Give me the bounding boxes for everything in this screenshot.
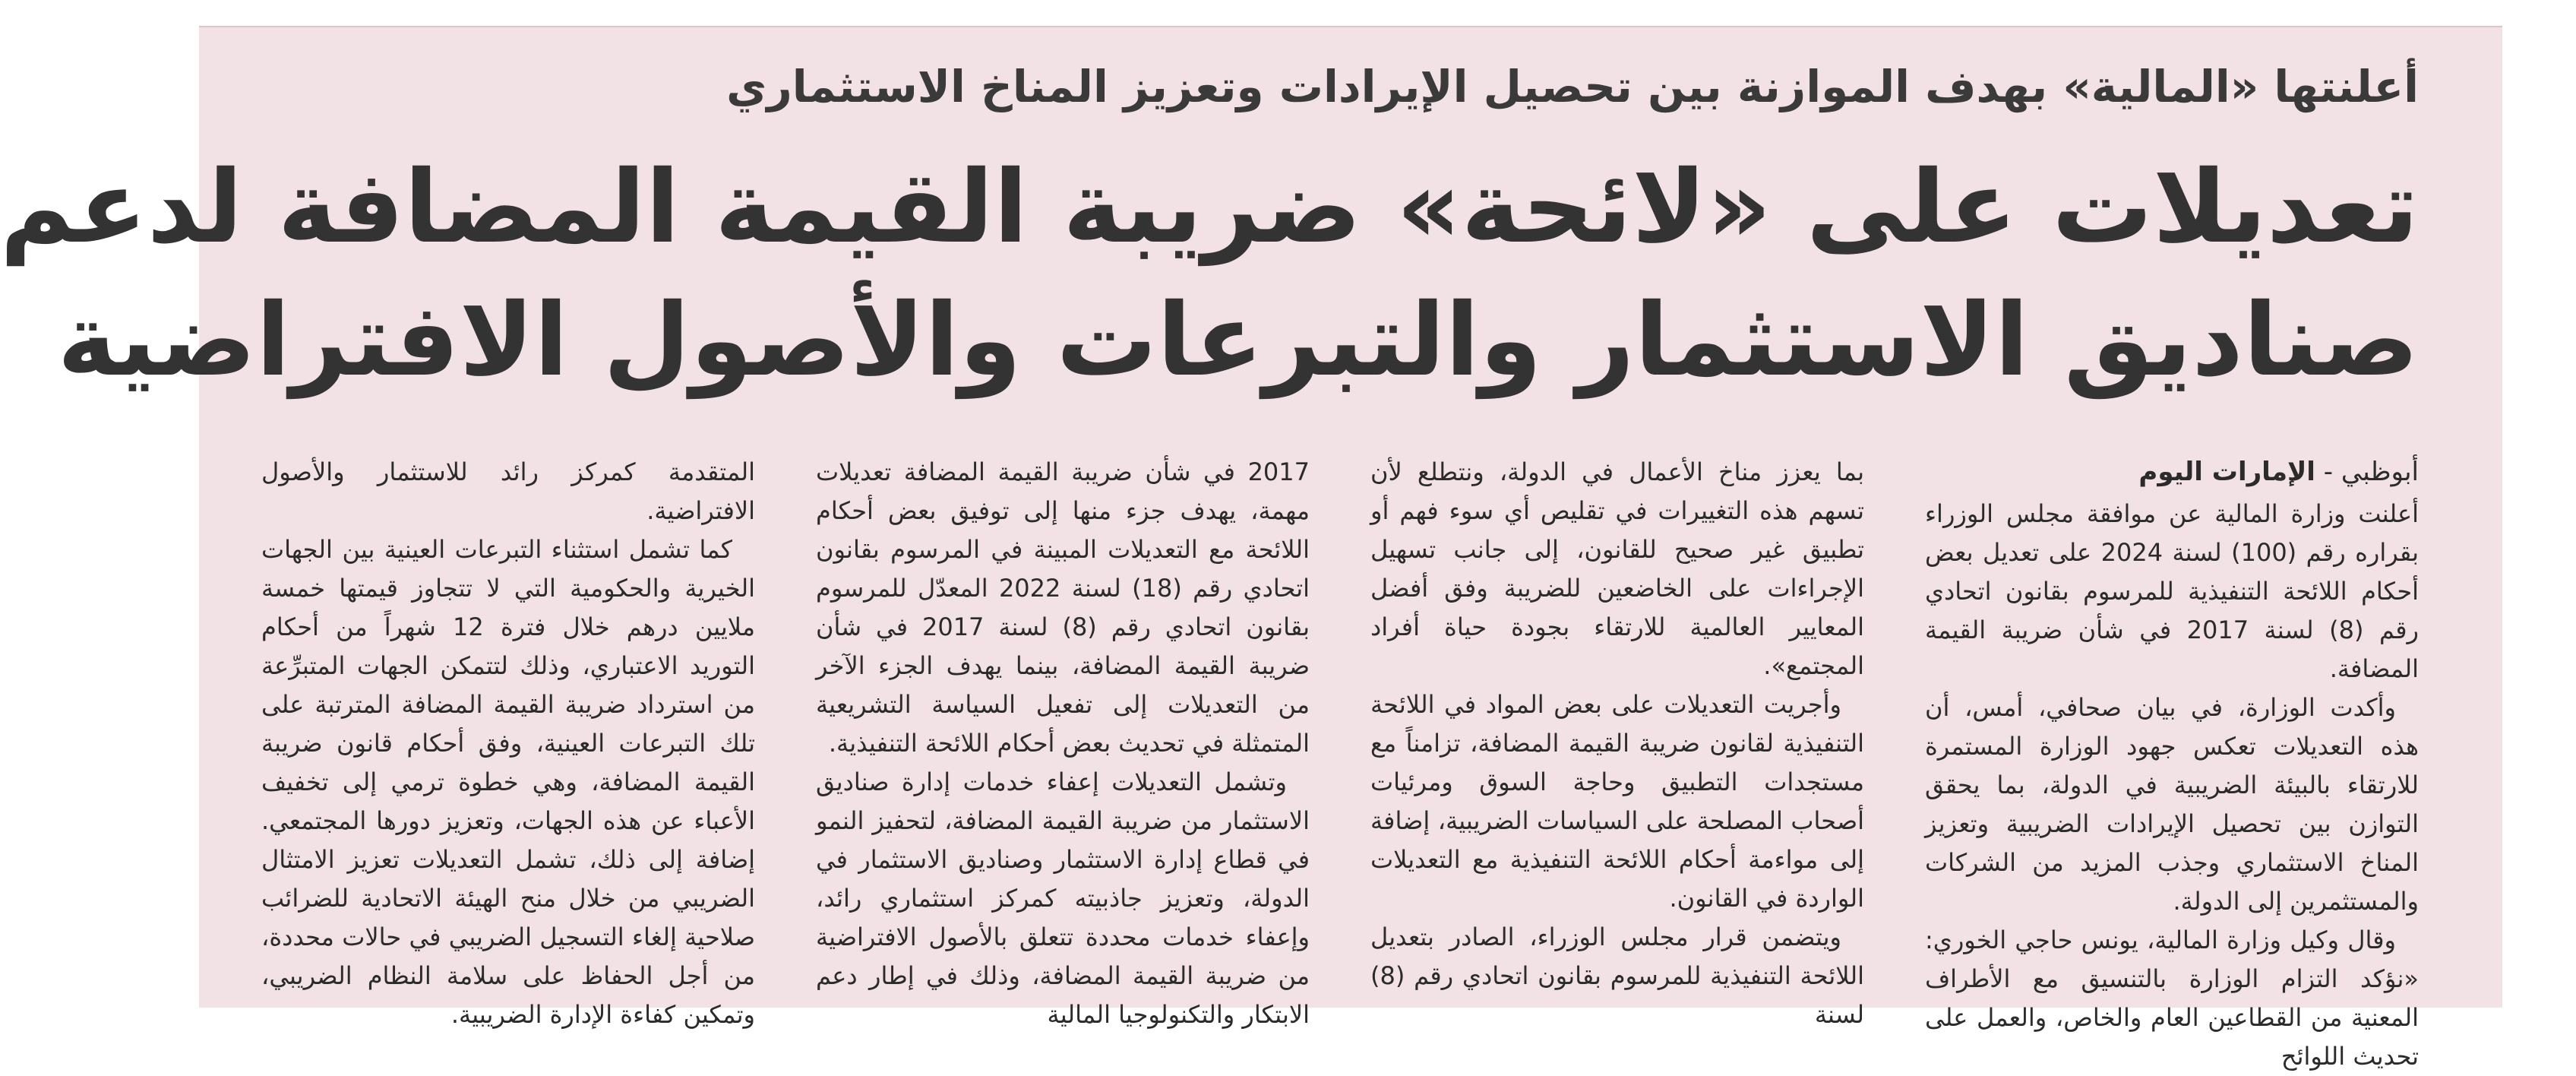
- article-headline: [0, 141, 2419, 407]
- byline: [1925, 453, 2419, 492]
- paragraph: ويتضمن قرار مجلس الوزراء، الصادر بتعديل اللائحة التنفيذية للمرسوم بقانون اتحادي رقم (8) لسنة: [1370, 923, 1864, 1029]
- paragraph: بما يعزز مناخ الأعمال في الدولة، ونتطلع لأن تسهم هذه التغييرات في تقليص أي سوء فهم أو تطبيق غير صحيح للقانون، إلى جانب تسهيل الإجراءات على الخاضعين للضريبة وفق أفضل المعايير العالمية للارتقاء بجودة حياة أفراد المجتمع».: [1370, 457, 1864, 680]
- paragraph: وأكدت الوزارة، في بيان صحافي، أمس، أن هذه التعديلات تعكس جهود الوزارة المستمرة للارتقاء بالبيئة الضريبية في الدولة، بما يحقق التوازن بين تحصيل الإيرادات الضريبية وتعزيز المناخ الاستثماري وجذب المزيد من الشركات والمستثمرين إلى الدولة.: [1925, 693, 2419, 916]
- paragraph: وتشمل التعديلات إعفاء خدمات إدارة صناديق الاستثمار من ضريبة القيمة المضافة، لتحفيز النمو في قطاع إدارة الاستثمار وصناديق الاستثمار في الدولة، وتعزيز جاذبيته كمركز استثماري رائد، وإعفاء خدمات محددة تتعلق بالأصول الافتراضية من ضريبة القيمة المضافة، وذلك في إطار دعم الابتكار والتكنولوجيا المالية: [816, 767, 1310, 1029]
- paragraph: كما تشمل استثناء التبرعات العينية بين الجهات الخيرية والحكومية التي لا تتجاوز قيمتها خمسة ملايين درهم خلال فترة 12 شهراً من أحكام التوريد الاعتباري، وذلك لتتمكن الجهات المتبرِّعة من استرداد ضريبة القيمة المضافة المترتبة على تلك التبرعات العينية، وفق أحكام قانون ضريبة القيمة المضافة، وهي خطوة ترمي إلى تخفيف الأعباء عن هذه الجهات، وتعزيز دورها المجتمعي. إضافة إلى ذلك، تشمل التعديلات تعزيز الامتثال الضريبي من خلال منح الهيئة الاتحادية للضرائب صلاحية إلغاء التسجيل الضريبي في حالات محددة، من أجل الحفاظ على سلامة النظام الضريبي، وتمكين كفاءة الإدارة الضريبية.: [261, 535, 756, 1029]
- paragraph: أعلنت وزارة المالية عن موافقة مجلس الوزراء بقراره رقم (100) لسنة 2024 على تعديل بعض أحكام اللائحة التنفيذية للمرسوم بقانون اتحادي رقم (8) لسنة 2017 في شأن ضريبة القيمة المضافة.: [1925, 499, 2420, 683]
- paragraph: وقال وكيل وزارة المالية، يونس حاجي الخوري: «نؤكد التزام الوزارة بالتنسيق مع الأطراف المعنية من القطاعين العام والخاص، والعمل على تحديث اللوائح: [1925, 926, 2419, 1071]
- headline-line-2: صناديق الاستثمار والتبرعات والأصول الافتراضية: [57, 282, 2419, 399]
- column-3: [816, 453, 1310, 1029]
- column-2: [1370, 453, 1864, 1029]
- byline-city: أبوظبي -: [2323, 457, 2419, 487]
- article-kicker: أعلنتها «المالية» بهدف الموازنة بين تحصيل الإيرادات وتعزيز المناخ الاستثماري: [726, 61, 2419, 112]
- paragraph: وأجريت التعديلات على بعض المواد في اللائحة التنفيذية لقانون ضريبة القيمة المضافة، تزامناً مع مستجدات التطبيق وحاجة السوق ومرئيات أصحاب المصلحة على السياسات الضريبية، إضافة إلى مواءمة أحكام اللائحة التنفيذية مع التعديلات الواردة في القانون.: [1370, 690, 1864, 913]
- column-1: [1925, 453, 2420, 1071]
- article-panel: [0, 26, 2502, 1071]
- article-body: [261, 453, 2420, 1071]
- headline-line-1: تعديلات على «لائحة» ضريبة القيمة المضافة لدعم: [0, 149, 2419, 266]
- paragraph: 2017 في شأن ضريبة القيمة المضافة تعديلات مهمة، يهدف جزء منها إلى توفيق بعض أحكام اللائحة مع التعديلات المبينة في المرسوم بقانون اتحادي رقم (18) لسنة 2022 المعدّل للمرسوم بقانون اتحادي رقم (8) لسنة 2017 في شأن ضريبة القيمة المضافة، بينما يهدف الجزء الآخر من التعديلات إلى تفعيل السياسة التشريعية المتمثلة في تحديث بعض أحكام اللائحة التنفيذية.: [816, 457, 1310, 758]
- column-4: [261, 453, 756, 1029]
- paragraph: المتقدمة كمركز رائد للاستثمار والأصول الافتراضية.: [261, 457, 755, 525]
- byline-paper: الإمارات اليوم: [2138, 457, 2315, 487]
